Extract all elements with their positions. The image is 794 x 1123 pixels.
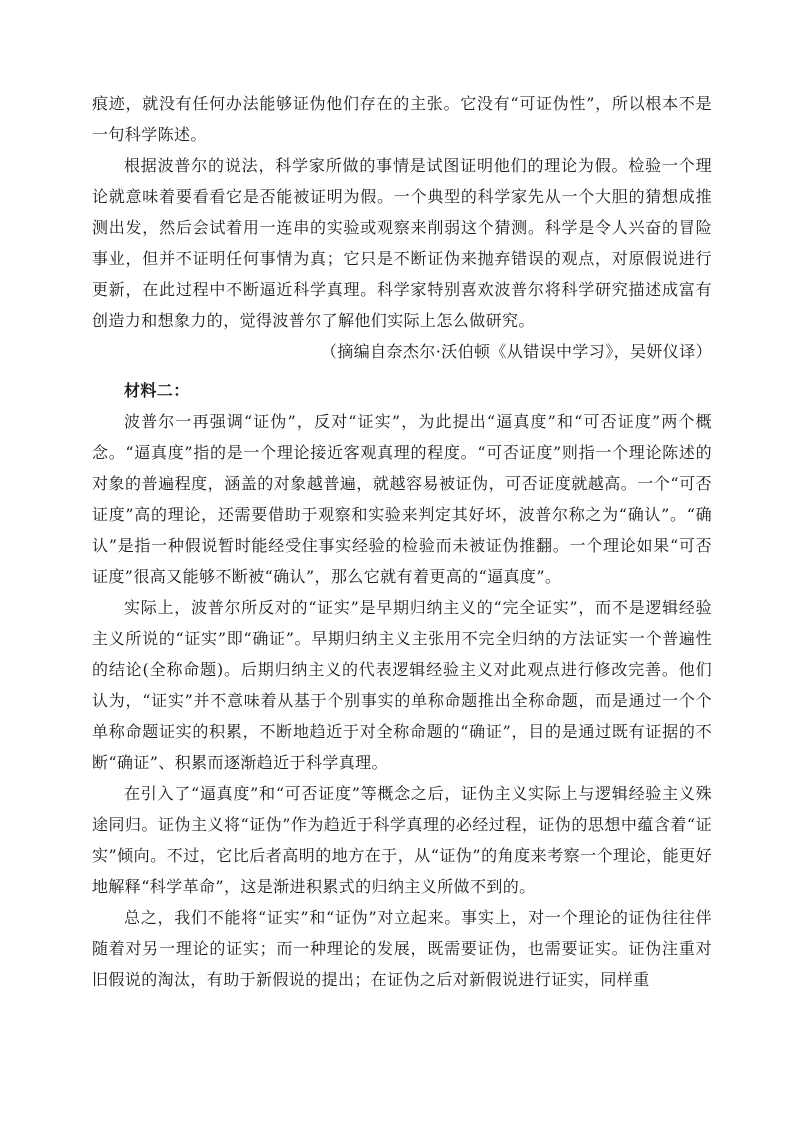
paragraph-continued: 痕迹，就没有任何办法能够证伪他们存在的主张。它没有“可证伪性”，所以根本不是一句科学陈述。 — [92, 94, 712, 144]
section-heading-material-two: 材料二： — [124, 381, 190, 400]
paragraph-material-two-3: 在引入了“逼真度”和“可否证度”等概念之后，证伪主义实际上与逻辑经验主义殊途同归。证伪主义将“证伪”作为趋近于科学真理的必经过程，证伪的思想中蕴含着“证实”倾向。不过，它比后者高明的地方在于，从“证伪”的角度来考察一个理论，能更好地解释“科学革命”，这是渐进积累式的归纳主义所做不到的。 — [92, 784, 712, 896]
paragraph-material-two-1: 波普尔一再强调“证伪”，反对“证实”，为此提出“逼真度”和“可否证度”两个概念。“逼真度”指的是一个理论接近客观真理的程度。“可否证度”则指一个理论陈述的对象的普遍程度，涵盖的对象越普遍，就越容易被证伪，可否证度就越高。一个“可否证度”高的理论，还需要借助于观察和实验来判定其好坏，波普尔称之为“确认”。“确认”是指一种假说暂时能经受住事实经验的检验而未被证伪推翻。一个理论如果“可否证度”很高又能够不断被“确认”，那么它就有着更高的“逼真度”。 — [92, 412, 712, 586]
paragraph-popper-view: 根据波普尔的说法，科学家所做的事情是试图证明他们的理论为假。检验一个理论就意味着要看看它是否能被证明为假。一个典型的科学家先从一个大胆的猜想成推测出发，然后会试着用一连串的实验或观察来削弱这个猜测。科学是令人兴奋的冒险事业，但并不证明任何事情为真；它只是不断证伪来抛弃错误的观点，对原假说进行更新，在此过程中不断逼近科学真理。科学家特别喜欢波普尔将科学研究描述成富有创造力和想象力的，觉得波普尔了解他们实际上怎么做研究。 — [92, 156, 712, 330]
source-citation: （摘编自奈杰尔·沃伯顿《从错误中学习》，吴妍仪译） — [320, 342, 712, 361]
paragraph-material-two-2: 实际上，波普尔所反对的“证实”是早期归纳主义的“完全证实”，而不是逻辑经验主义所说的“证实”即“确证”。早期归纳主义主张用不完全归纳的方法证实一个普遍性的结论(全称命题)。后期归纳主义的代表逻辑经验主义对此观点进行修改完善。他们认为，“证实”并不意味着从基于个别事实的单称命题推出全称命题，而是通过一个个单称命题证实的积累，不断地趋近于对全称命题的“确证”，目的是通过既有证据的不断“确证”、积累而逐渐趋近于科学真理。 — [92, 598, 712, 772]
paragraph-material-two-4: 总之，我们不能将“证实”和“证伪”对立起来。事实上，对一个理论的证伪往往伴随着对另一理论的证实；而一种理论的发展，既需要证伪，也需要证实。证伪注重对旧假说的淘汰，有助于新假说的提出；在证伪之后对新假说进行证实，同样重 — [92, 908, 712, 989]
document-page — [92, 88, 712, 995]
